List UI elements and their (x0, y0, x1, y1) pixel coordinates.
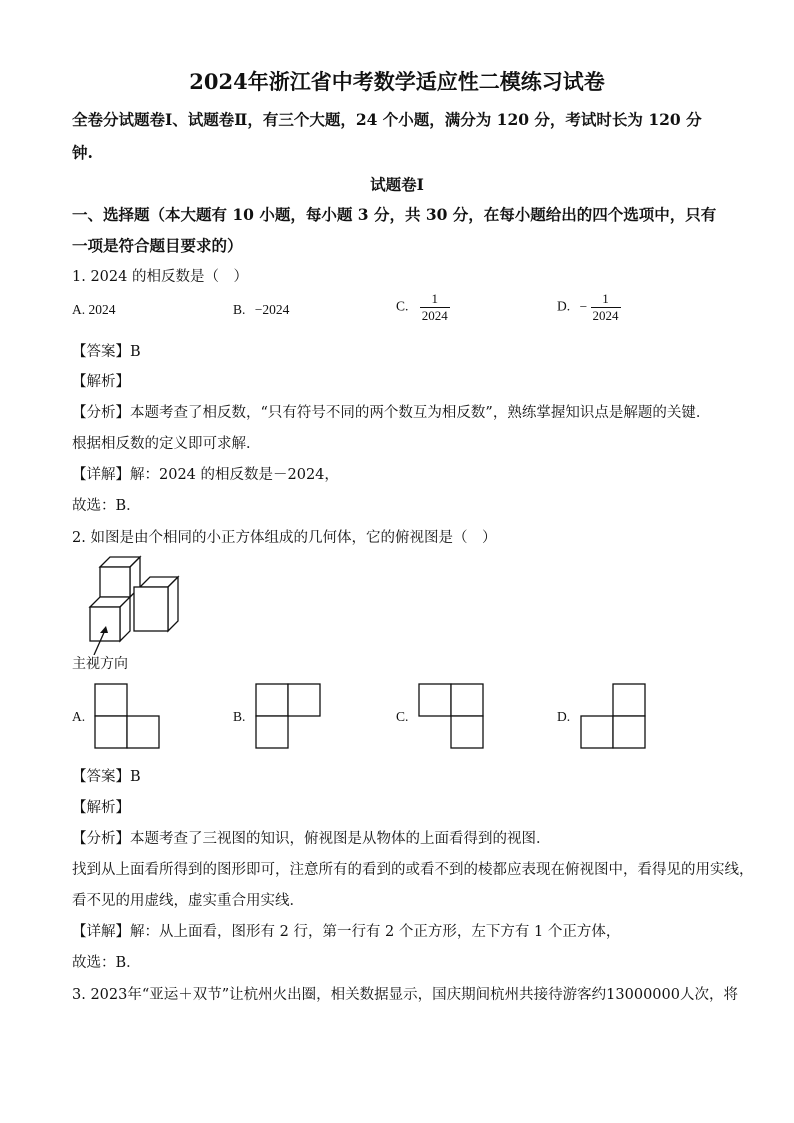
q2-option-c-figure (418, 683, 486, 751)
q1-option-c-label: C. (396, 298, 409, 314)
q1-option-a-text: 2024 (88, 302, 116, 317)
q1-option-c-fraction (420, 291, 450, 324)
q2-answer: 【答案】B (72, 769, 141, 785)
q1-option-c-numerator: 1 (431, 291, 439, 306)
q2-option-c-label: C. (396, 709, 409, 724)
q1-fenxi-2: 根据相反数的定义即可求解． (72, 436, 261, 452)
q1-xiangjie: 【详解】解：2024 的相反数是－2024， (72, 467, 339, 483)
q2-fenxi-3: 看不见的用虚线，虚实重合用实线． (72, 893, 304, 909)
q1-option-d-sign: − (579, 298, 588, 314)
q1-option-a (72, 302, 116, 318)
cube-right-side (168, 577, 178, 631)
intro-line-2: 钟. (72, 143, 93, 162)
part1-heading-line-1: 一、选择题（本大题有 10 小题，每小题 3 分，共 30 分，在每小题给出的四个选项中，只有 (72, 205, 717, 224)
cube-top-front (100, 567, 130, 597)
q1-option-d-label: D. (557, 298, 571, 314)
q1-analysis-tag: 【解析】 (72, 374, 130, 390)
q1-option-d-denominator: 2024 (592, 308, 619, 323)
q3-stem: 3. 2023年“亚运＋双节”让杭州火出圈，相关数据显示，国庆期间杭州共接待游客约13000000人次，将 (72, 987, 738, 1003)
cube-right-front (134, 587, 168, 631)
q1-option-b-label: B. (233, 302, 246, 317)
q2-analysis-tag: 【解析】 (72, 800, 130, 816)
q2-stem: 2. 如图是由个相同的小正方体组成的几何体，它的俯视图是（ ） (72, 530, 497, 546)
q2-option-b-figure (255, 683, 323, 751)
q2-figure-caption: 主视方向 (72, 656, 128, 672)
q2-option-a-label: A. (72, 709, 86, 724)
intro-line-1: 全卷分试题卷Ⅰ、试题卷Ⅱ，有三个大题，24 个小题，满分为 120 分，考试时长为 120 分 (72, 110, 702, 129)
q1-answer: 【答案】B (72, 344, 141, 360)
q2-fenxi: 【分析】本题考查了三视图的知识，俯视图是从物体的上面看得到的视图． (72, 831, 551, 847)
q2-option-d-figure (580, 683, 648, 751)
page-title: 2024年浙江省中考数学适应性二模练习试卷 (189, 69, 605, 94)
q2-cube-figure (84, 555, 184, 655)
q1-option-d-numerator: 1 (602, 291, 609, 306)
q1-fenxi: 【分析】本题考查了相反数，“只有符号不同的两个数互为相反数”，熟练掌握知识点是解题的关键． (72, 405, 711, 421)
q1-option-c-denominator: 2024 (421, 308, 448, 323)
part1-heading-line-2: 一项是符合题目要求的） (72, 236, 243, 255)
cube-front-face (90, 607, 120, 641)
q1-option-b (233, 302, 289, 318)
q1-option-b-text: −2024 (254, 302, 290, 317)
q1-option-d-fraction (591, 291, 621, 324)
q2-option-a-figure (94, 683, 162, 751)
section-title: 试题卷Ⅰ (370, 175, 424, 194)
q1-option-a-label: A. (72, 302, 86, 317)
q2-fenxi-2: 找到从上面看所得到的图形即可，注意所有的看到的或看不到的棱都应表现在俯视图中，看得见的用实线， (72, 862, 754, 878)
q1-conclusion: 故选：B． (72, 498, 141, 514)
q1-stem: 1. 2024 的相反数是（ ） (72, 269, 248, 285)
q2-option-b-label: B. (233, 709, 246, 724)
q1-option-c (396, 291, 450, 324)
q2-xiangjie: 【详解】解：从上面看，图形有 2 行，第一行有 2 个正方形，左下方有 1 个正方体， (72, 924, 621, 940)
q1-option-d (557, 291, 621, 324)
q2-option-d-label: D. (557, 709, 571, 724)
q2-conclusion: 故选：B． (72, 955, 141, 971)
